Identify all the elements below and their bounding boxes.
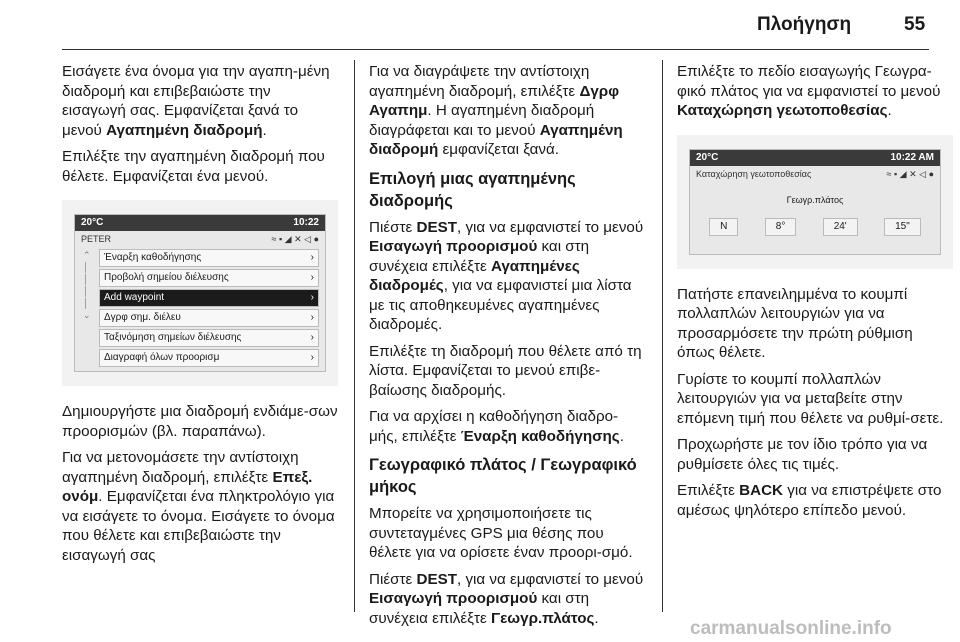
- coordinate-entry: [690, 182, 940, 254]
- paragraph: Για να διαγράψετε την αντίστοιχη αγαπημένη διαδρομή, επιλέξτε Δγρφ Αγαπημ. Η αγαπημένη διαδρομή διαγράφεται και το μενού Αγαπημένη διαδρομή εμφανίζεται ξανά.: [369, 63, 623, 158]
- paragraph: Πιέστε DEST, για να εμφανιστεί το μενού Εισαγωγή προορισμού και στη συνέχεια επιλέξτε Γεωγρ.πλάτος.: [369, 570, 644, 627]
- screen-title-row: [690, 166, 940, 182]
- paragraph: Γυρίστε το κουμπί πολλαπλών λειτουργιών για να μεταβείτε στην επόμενη τιμή που θέλετε να ρυθμί-σετε.: [677, 370, 944, 427]
- paragraph: Εισάγετε ένα όνομα για την αγαπη-μένη διαδρομή και επιβεβαιώστε την εισαγωγή σας. Εμφανίζεται ξανά το μενού Αγαπημένη διαδρομή.: [62, 63, 330, 139]
- infotainment-screen: [74, 214, 326, 372]
- paragraph: Για να αρχίσει η καθοδήγηση διαδρο-μής, επιλέξτε Έναρξη καθοδήγησης.: [369, 408, 624, 445]
- column-3: [677, 62, 953, 527]
- screenshot-route-menu: [62, 200, 338, 386]
- chevron-right-icon: ›: [310, 292, 314, 303]
- coordinate-fields: [696, 218, 934, 236]
- status-bar: [690, 150, 940, 166]
- menu-item-label: Διαγραφή όλων προορισμ: [104, 352, 220, 363]
- section-heading: Γεωγραφικό πλάτος / Γεωγραφικό μήκος: [369, 456, 637, 496]
- column-divider: [662, 60, 663, 612]
- menu-item[interactable]: [99, 349, 319, 367]
- chevron-right-icon: ›: [310, 332, 314, 343]
- paragraph: Μπορείτε να χρησιμοποιήσετε τις συντεταγμένες GPS μια θέσης που θέλετε για να ορίσετε έναν προορι-σμό.: [369, 505, 633, 561]
- page-header-title: Πλοήγηση: [757, 14, 852, 35]
- temperature: 20°C: [696, 151, 719, 163]
- status-icons: ≈ ▪ ◢ ✕ ◁ ●: [271, 234, 319, 244]
- chevron-right-icon: ›: [310, 312, 314, 323]
- scroll-indicator[interactable]: ⌃ │ │ │ │ ⌄: [83, 250, 91, 320]
- chevron-right-icon: ›: [310, 252, 314, 263]
- paragraph: Επιλέξτε το πεδίο εισαγωγής Γεωγρα-φικό πλάτος για να εμφανιστεί το μενού Καταχώρηση γεωτοποθεσίας.: [677, 63, 941, 119]
- column-1: [62, 62, 338, 572]
- screenshot-geolocation: [677, 135, 953, 269]
- menu-item-label: Ταξινόμηση σημείων διέλευσης: [104, 332, 242, 343]
- paragraph: Επιλέξτε την αγαπημένη διαδρομή που θέλετε. Εμφανίζεται ένα μενού.: [62, 148, 325, 185]
- menu-item-label: Έναρξη καθοδήγησης: [104, 252, 202, 263]
- paragraph: Προχωρήστε με τον ίδιο τρόπο για να ρυθμίσετε όλες τις τιμές.: [677, 436, 928, 473]
- latitude-label: Γεωγρ.πλάτος: [786, 194, 844, 205]
- menu-item-label: Δγρφ σημ. διέλευ: [104, 312, 181, 323]
- paragraph: Επιλέξτε τη διαδρομή που θέλετε από τη λίστα. Εμφανίζεται το μενού επιβε-βαίωσης διαδρομής.: [369, 342, 642, 399]
- coordinate-field[interactable]: 8°: [765, 218, 797, 236]
- coordinate-field[interactable]: N: [709, 218, 738, 236]
- status-bar: [75, 215, 325, 231]
- watermark: carmanualsonline.info: [690, 618, 892, 639]
- section-heading: Επιλογή μιας αγαπημένης διαδρομής: [369, 169, 576, 210]
- menu-item[interactable]: [99, 329, 319, 347]
- paragraph: Πατήστε επανειλημμένα το κουμπί πολλαπλών λειτουργιών για να προσαρμόσετε την πρώτη ρύθμιση όπως θέλετε.: [677, 285, 913, 361]
- menu-item[interactable]: [99, 249, 319, 267]
- menu-item-label: Προβολή σημείου διέλευσης: [104, 272, 229, 283]
- menu-item-label: Add waypoint: [104, 292, 165, 303]
- paragraph: Για να μετονομάσετε την αντίστοιχη αγαπημένη διαδρομή, επιλέξτε Επεξ. ονόμ. Εμφανίζεται ένα πληκτρολόγιο για να εισάγετε το όνομα. Εισάγετε το όνομα που θέλετε και επιβεβαιώστε την εισαγωγή σας: [62, 449, 335, 564]
- coordinate-field[interactable]: 24': [823, 218, 858, 236]
- paragraph: Επιλέξτε BACK για να επιστρέψετε στο αμέσως ψηλότερο επίπεδο μενού.: [677, 482, 942, 519]
- menu-item[interactable]: [99, 289, 319, 307]
- clock: 10:22: [293, 217, 319, 228]
- menu-item[interactable]: [99, 269, 319, 287]
- chevron-right-icon: ›: [310, 272, 314, 283]
- coordinate-field[interactable]: 15": [884, 218, 921, 236]
- screen-title-row: [75, 231, 325, 247]
- screen-title: PETER: [81, 234, 112, 244]
- page-number: 55: [904, 14, 926, 35]
- header-divider: [62, 49, 929, 50]
- status-icons: ≈ ▪ ◢ ✕ ◁ ●: [886, 168, 934, 179]
- temperature: 20°C: [81, 217, 104, 228]
- column-divider: [354, 60, 355, 612]
- menu-item[interactable]: [99, 309, 319, 327]
- screen-title: Καταχώρηση γεωτοποθεσίας: [696, 168, 812, 179]
- paragraph: Δημιουργήστε μια διαδρομή ενδιάμε-σων προορισμών (βλ. παραπάνω).: [62, 403, 338, 440]
- clock: 10:22 AM: [890, 151, 934, 163]
- infotainment-screen: [689, 149, 941, 255]
- chevron-right-icon: ›: [310, 352, 314, 363]
- column-2: [369, 62, 645, 635]
- route-menu-list: [99, 249, 319, 367]
- paragraph: Πιέστε DEST, για να εμφανιστεί το μενού Εισαγωγή προορισμού και στη συνέχεια επιλέξτε Αγαπημένες διαδρομές, για να εμφανιστεί μια λίστα με τις αποθηκευμένες αγαπημένες διαδρομές.: [369, 218, 644, 333]
